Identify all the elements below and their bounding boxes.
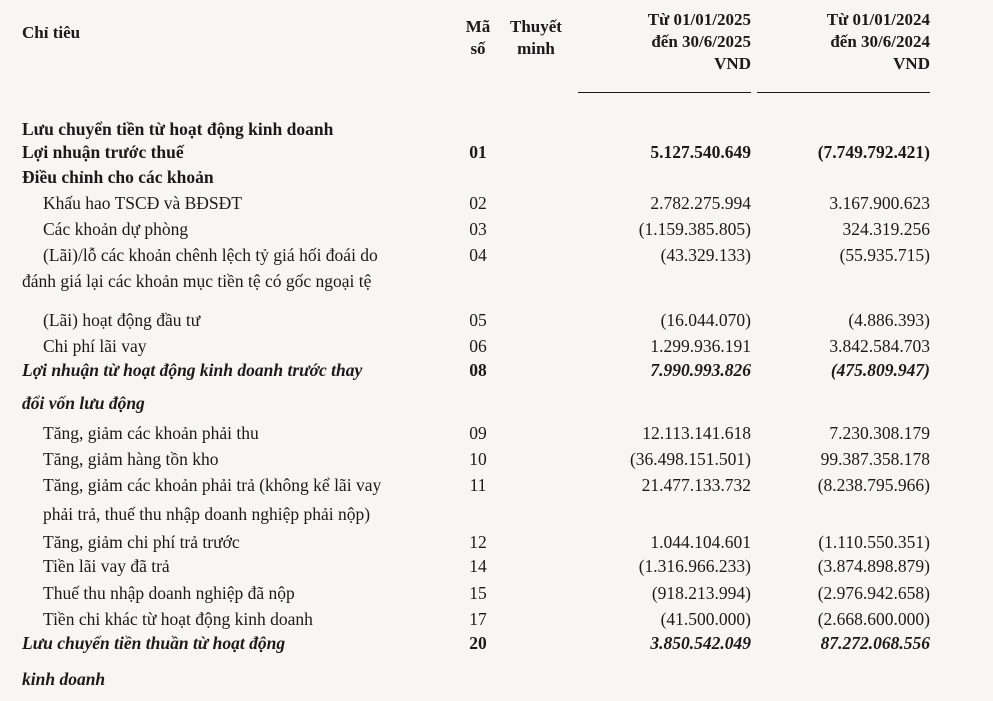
row-code: 05 <box>469 310 487 330</box>
row-code: 15 <box>469 583 487 603</box>
row-value-previous: (2.976.942.658) <box>817 583 930 603</box>
row-label: Lợi nhuận từ hoạt động kinh doanh trước thay <box>22 360 363 380</box>
row-code: 17 <box>469 609 487 629</box>
row-code: 09 <box>469 423 487 443</box>
table-row <box>0 582 993 605</box>
row-code: 01 <box>469 142 487 162</box>
header-note: Thuyết minh <box>510 17 562 58</box>
row-label: Thuế thu nhập doanh nghiệp đã nộp <box>43 583 295 603</box>
row-value-previous: 7.230.308.179 <box>829 423 930 443</box>
row-label: (Lãi)/lỗ các khoản chênh lệch tỷ giá hối đoái do <box>43 245 378 265</box>
row-value-previous: (7.749.792.421) <box>817 142 930 162</box>
row-value-previous: 99.387.358.178 <box>820 449 930 469</box>
header-divider-previous <box>757 92 930 93</box>
row-value-current: (1.316.966.233) <box>638 556 751 576</box>
table-row <box>0 218 993 241</box>
table-row <box>0 392 993 415</box>
row-value-current: 12.113.141.618 <box>642 423 751 443</box>
row-label: đổi vốn lưu động <box>22 393 145 413</box>
row-code: 14 <box>469 556 487 576</box>
row-value-previous: 324.319.256 <box>842 219 930 239</box>
table-row <box>0 448 993 471</box>
table-row <box>0 335 993 358</box>
row-value-current: (36.498.151.501) <box>629 449 751 469</box>
row-code: 11 <box>469 475 487 495</box>
table-row <box>0 503 993 526</box>
table-row <box>0 359 993 382</box>
table-row <box>0 632 993 655</box>
row-label: Lợi nhuận trước thuế <box>22 142 184 162</box>
table-row <box>0 270 993 293</box>
row-code: 12 <box>469 532 487 552</box>
row-value-previous: (1.110.550.351) <box>818 532 930 552</box>
table-row <box>0 118 993 141</box>
table-row <box>0 668 993 691</box>
row-code: 10 <box>469 449 487 469</box>
row-value-current: 1.044.104.601 <box>650 532 751 552</box>
table-row <box>0 244 993 267</box>
row-value-current: 1.299.936.191 <box>650 336 751 356</box>
row-value-current: 3.850.542.049 <box>650 633 751 653</box>
row-value-current: 7.990.993.826 <box>650 360 751 380</box>
row-label: Tiền lãi vay đã trả <box>43 556 170 576</box>
table-row <box>0 474 993 497</box>
row-label: (Lãi) hoạt động đầu tư <box>43 310 201 330</box>
row-value-previous: 3.167.900.623 <box>829 193 930 213</box>
row-label: Điều chỉnh cho các khoản <box>22 167 214 187</box>
row-label: Các khoản dự phòng <box>43 219 189 239</box>
row-label: Lưu chuyển tiền từ hoạt động kinh doanh <box>22 119 334 139</box>
row-value-current: (16.044.070) <box>660 310 751 330</box>
row-value-previous: 3.842.584.703 <box>829 336 930 356</box>
header-label: Chỉ tiêu <box>22 23 81 42</box>
table-row <box>0 141 993 164</box>
row-label: Tăng, giảm chi phí trả trước <box>43 532 240 552</box>
row-value-previous: 87.272.068.556 <box>820 633 930 653</box>
row-label: Tăng, giảm các khoản phải trả (không kể lãi vay <box>43 475 382 495</box>
row-value-current: (918.213.994) <box>651 583 751 603</box>
row-label: Tiền chi khác từ hoạt động kinh doanh <box>43 609 313 629</box>
row-value-previous: (55.935.715) <box>839 245 930 265</box>
row-label: Tăng, giảm các khoản phải thu <box>43 423 259 443</box>
row-code: 03 <box>469 219 487 239</box>
row-label: kinh doanh <box>22 669 106 689</box>
row-value-previous: (4.886.393) <box>848 310 930 330</box>
row-label: Chi phí lãi vay <box>43 336 147 356</box>
row-code: 04 <box>469 245 487 265</box>
table-row <box>0 309 993 332</box>
row-code: 20 <box>469 633 487 653</box>
row-value-previous: (8.238.795.966) <box>817 475 930 495</box>
row-code: 06 <box>469 336 487 356</box>
row-value-current: (1.159.385.805) <box>638 219 751 239</box>
row-value-current: (41.500.000) <box>660 609 751 629</box>
row-label: Lưu chuyển tiền thuần từ hoạt động <box>22 633 286 653</box>
row-value-previous: (2.668.600.000) <box>817 609 930 629</box>
row-code: 08 <box>469 360 487 380</box>
row-code: 02 <box>469 193 487 213</box>
table-row <box>0 531 993 554</box>
row-value-current: 2.782.275.994 <box>650 193 751 213</box>
row-value-previous: (475.809.947) <box>830 360 930 380</box>
table-row <box>0 192 993 215</box>
table-row <box>0 608 993 631</box>
header-divider-current <box>578 92 751 93</box>
row-label: phải trả, thuế thu nhập doanh nghiệp phải nộp) <box>43 504 371 524</box>
table-row <box>0 422 993 445</box>
header-previous-period: Từ 01/01/2024 đến 30/6/2024 VND <box>826 10 930 73</box>
row-value-current: 21.477.133.732 <box>641 475 751 495</box>
row-value-current: (43.329.133) <box>660 245 751 265</box>
row-label: Tăng, giảm hàng tồn kho <box>43 449 219 469</box>
header-code: Mã số <box>465 17 491 58</box>
row-label: Khấu hao TSCĐ và BĐSĐT <box>43 193 242 213</box>
row-label: đánh giá lại các khoản mục tiền tệ có gốc ngoại tệ <box>22 271 372 291</box>
row-value-previous: (3.874.898.879) <box>817 556 930 576</box>
row-value-current: 5.127.540.649 <box>650 142 751 162</box>
header-current-period: Từ 01/01/2025 đến 30/6/2025 VND <box>647 10 751 73</box>
table-row <box>0 555 993 578</box>
table-row <box>0 166 993 189</box>
